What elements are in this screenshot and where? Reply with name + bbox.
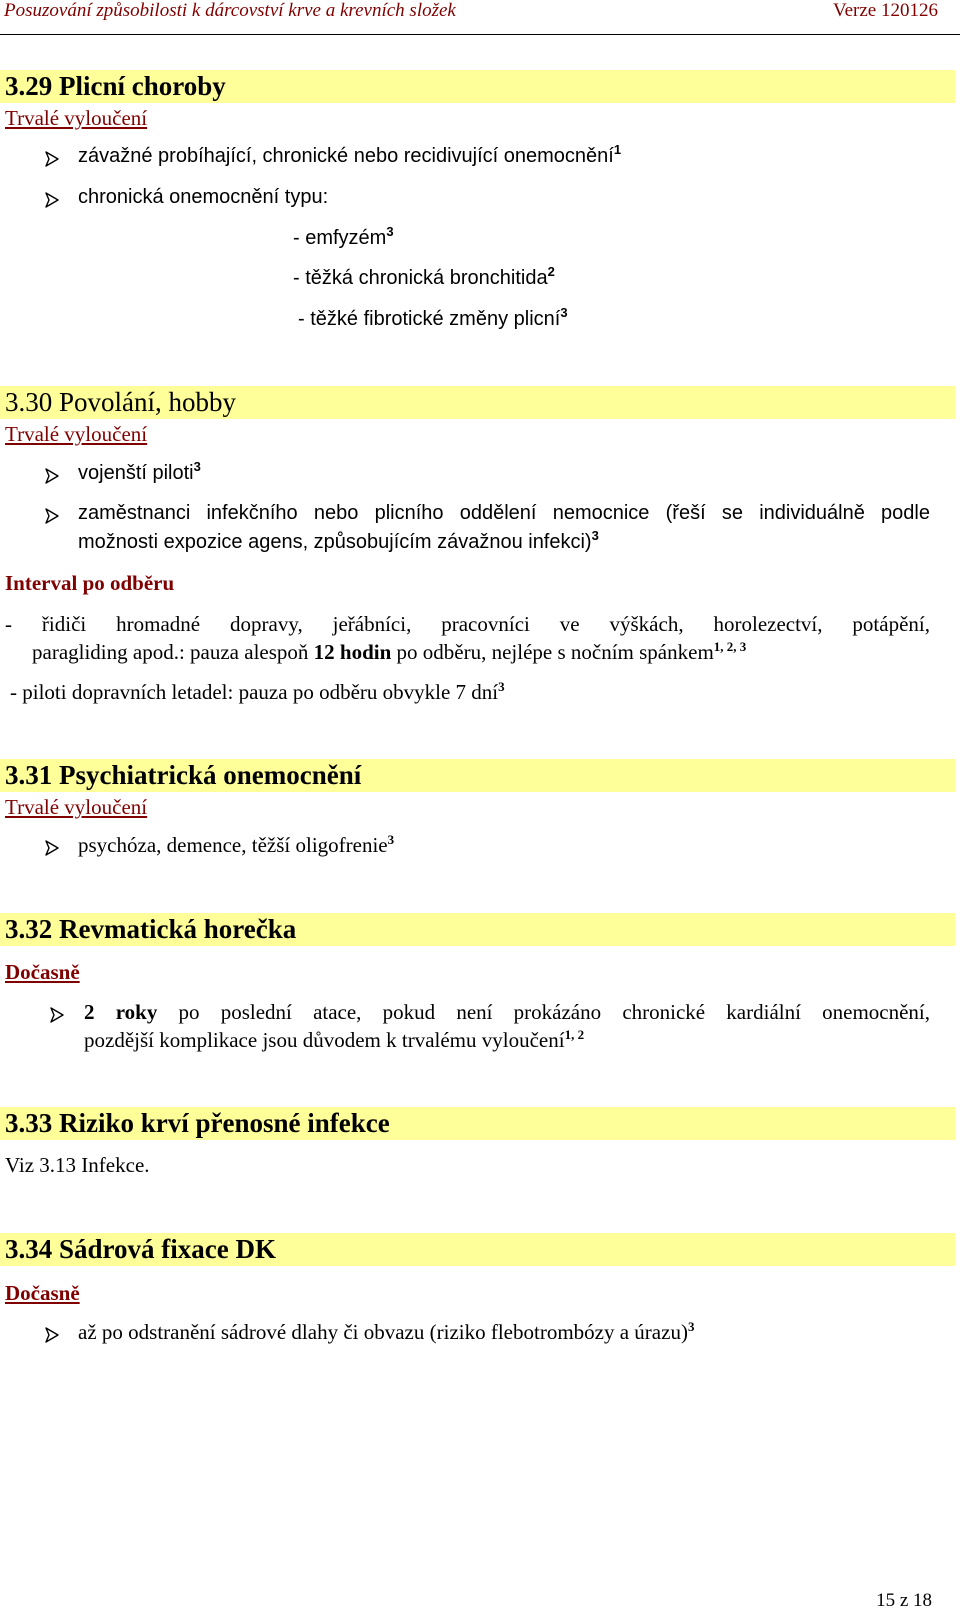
arrow-bullet-icon bbox=[45, 1327, 59, 1343]
section-3-29-subheading: Trvalé vyloučení bbox=[5, 106, 148, 130]
arrow-bullet-icon bbox=[45, 508, 59, 524]
section-text: Viz 3.13 Infekce. bbox=[5, 1153, 150, 1177]
section-title: 3.33 Riziko krví přenosné infekce bbox=[5, 1108, 390, 1138]
arrow-bullet-icon bbox=[45, 192, 59, 208]
section-title: 3.29 Plicní choroby bbox=[5, 71, 226, 101]
list-subitem: - těžká chronická bronchitida$^2$ bbox=[293, 264, 555, 289]
page-header bbox=[0, 0, 960, 35]
section-3-32-heading bbox=[0, 913, 955, 946]
paragraph-line: paragliding apod.: pauza alespoň 12 hodin po odběru, nejlépe s nočním spánkem$^{1, 2, 3}$ bbox=[32, 639, 747, 664]
list-item: chronická onemocnění typu: bbox=[78, 186, 329, 208]
list-item-line: 2 roky po poslední atace, pokud není prokázáno chronické kardiální onemocnění, bbox=[84, 1000, 931, 1024]
section-3-30-heading bbox=[0, 386, 955, 419]
arrow-bullet-icon bbox=[45, 840, 59, 856]
section-3-33-heading bbox=[0, 1107, 955, 1140]
section-title: 3.30 Povolání, hobby bbox=[5, 387, 237, 417]
list-item: až po odstranění sádrové dlahy či obvazu (riziko flebotrombózy a úrazu)$^3$ bbox=[78, 1319, 695, 1344]
section-3-31-heading bbox=[0, 759, 955, 792]
list-item-line: možnosti expozice agens, způsobujícím závažnou infekci)$^3$ bbox=[78, 528, 599, 553]
list-subitem: - emfyzém$^3$ bbox=[293, 224, 394, 249]
arrow-bullet-icon bbox=[45, 468, 59, 484]
section-title: 3.34 Sádrová fixace DK bbox=[5, 1234, 276, 1264]
paragraph-line: - piloti dopravních letadel: pauza po odběru obvykle 7 dní$^3$ bbox=[10, 679, 505, 704]
section-3-30-subheading: Trvalé vyloučení bbox=[5, 422, 148, 446]
list-item: vojenští piloti$^3$ bbox=[78, 459, 201, 484]
section-3-34-subheading: Dočasně bbox=[5, 1281, 80, 1305]
header-version: Verze 120126 bbox=[833, 0, 938, 21]
section-title: 3.31 Psychiatrická onemocnění bbox=[5, 760, 362, 790]
list-item-line: pozdější komplikace jsou důvodem k trvalému vyloučení$^{1, 2}$ bbox=[84, 1027, 585, 1052]
section-3-32-subheading: Dočasně bbox=[5, 960, 80, 984]
arrow-bullet-icon bbox=[50, 1007, 64, 1023]
page-number: 15 z 18 bbox=[876, 1590, 932, 1611]
section-3-34-heading bbox=[0, 1233, 955, 1266]
paragraph-line: - řidiči hromadné dopravy, jeřábníci, pracovníci ve výškách, horolezectví, potápění, bbox=[5, 612, 930, 636]
list-item-line: zaměstnanci infekčního nebo plicního oddělení nemocnice (řeší se individuálně podle bbox=[78, 502, 930, 524]
section-title: 3.32 Revmatická horečka bbox=[5, 914, 297, 944]
arrow-bullet-icon bbox=[45, 151, 59, 167]
list-item: psychóza, demence, těžší oligofrenie$^3$ bbox=[78, 832, 395, 857]
list-subitem: - těžké fibrotické změny plicní$^3$ bbox=[298, 305, 568, 330]
list-item: závažné probíhající, chronické nebo recidivující onemocnění$^1$ bbox=[78, 142, 622, 167]
section-3-31-subheading: Trvalé vyloučení bbox=[5, 795, 148, 819]
section-3-29-heading bbox=[0, 70, 955, 103]
interval-label: Interval po odběru bbox=[5, 571, 175, 595]
header-title: Posuzování způsobilosti k dárcovství krve a krevních složek bbox=[4, 0, 456, 21]
